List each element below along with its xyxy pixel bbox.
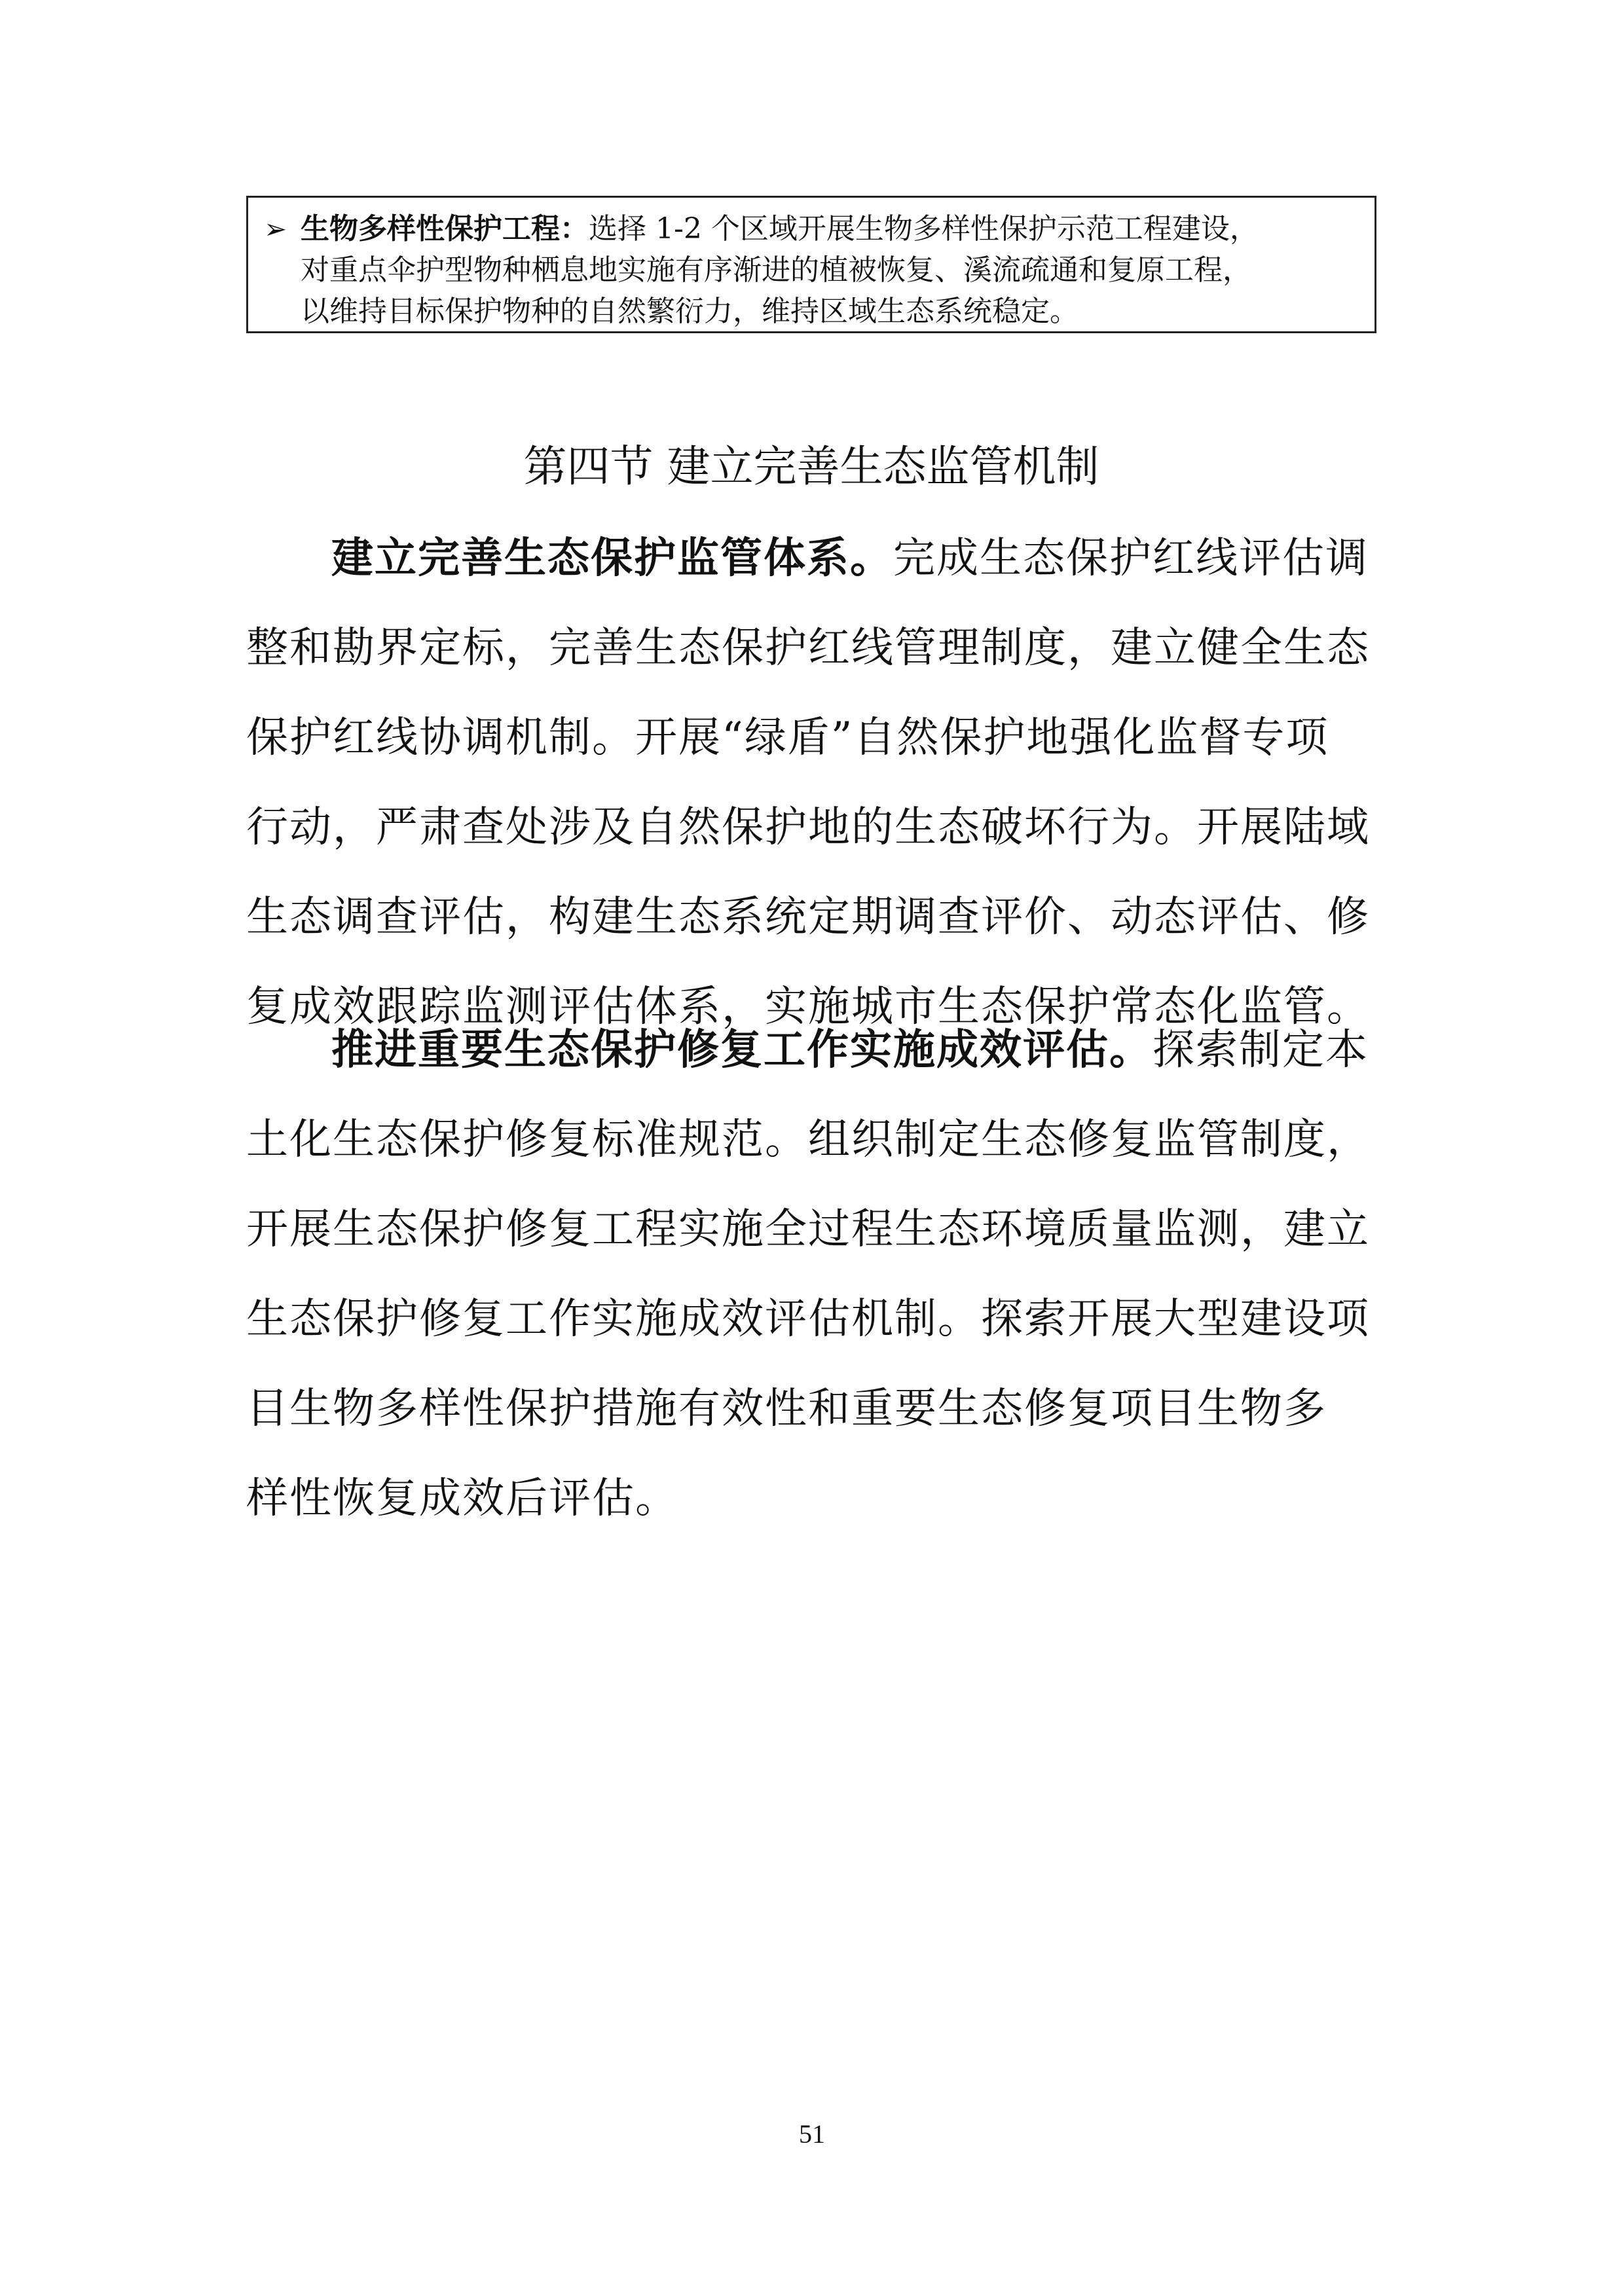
arrow-bullet-icon: ➢ xyxy=(264,213,287,245)
callout-text: 选择 1-2 个区域开展生物多样性保护示范工程建设， xyxy=(589,212,1259,246)
callout-title: 生物多样性保护工程： xyxy=(301,212,589,246)
paragraph-line: 土化生态保护修复标准规范。组织制定生态修复监管制度， xyxy=(246,1116,1370,1164)
project-callout-box xyxy=(246,196,1376,333)
paragraph-lead: 建立完善生态保护监管体系。 xyxy=(331,534,893,583)
paragraph-line: 样性恢复成效后评估。 xyxy=(246,1474,678,1523)
paragraph-line: 生态保护修复工作实施成效评估机制。探索开展大型建设项 xyxy=(246,1295,1370,1343)
page-number: 51 xyxy=(799,2119,825,2149)
callout-line-1 xyxy=(264,208,1357,249)
paragraph-line: 保护红线协调机制。开展“绿盾”自然保护地强化监督专项 xyxy=(246,714,1329,762)
paragraph-line: 目生物多样性保护措施有效性和重要生态修复项目生物多 xyxy=(246,1385,1327,1433)
paragraph-lead: 推进重要生态保护修复工作实施成效评估。 xyxy=(331,1025,1153,1074)
paragraph-line: 生态调查评估，构建生态系统定期调查评价、动态评估、修 xyxy=(246,893,1370,941)
callout-line-2: 对重点伞护型物种栖息地实施有序渐进的植被恢复、溪流疏通和复原工程， xyxy=(301,253,1251,287)
paragraph-line xyxy=(246,513,1376,604)
callout-line-3: 以维持目标保护物种的自然繁衍力，维持区域生态系统稳定。 xyxy=(301,295,1079,328)
paragraph-line: 开展生态保护修复工程实施全过程生态环境质量监测，建立 xyxy=(246,1205,1370,1254)
paragraph-text: 探索制定本 xyxy=(1153,1026,1369,1074)
paragraph-text: 完成生态保护红线评估调 xyxy=(893,534,1369,583)
paragraph-line: 行动，严肃查处涉及自然保护地的生态破坏行为。开展陆域 xyxy=(246,803,1370,852)
paragraph-restoration-evaluation xyxy=(246,1005,1376,1544)
paragraph-line: 复成效跟踪监测评估体系，实施城市生态保护常态化监管。 xyxy=(246,983,1370,1031)
paragraph-line xyxy=(246,1005,1376,1095)
paragraph-line: 整和勘界定标，完善生态保护红线管理制度，建立健全生态 xyxy=(246,624,1370,672)
paragraph-supervision-system xyxy=(246,513,1376,1052)
section-title: 第四节 建立完善生态监管机制 xyxy=(523,441,1099,492)
